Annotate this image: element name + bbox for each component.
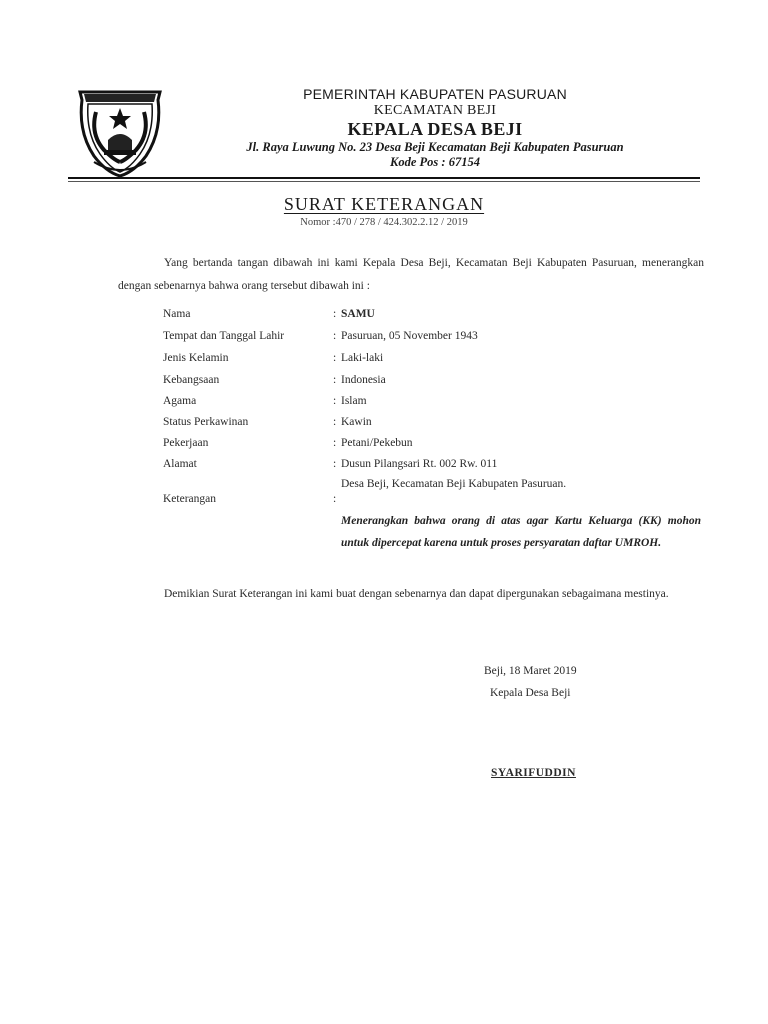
regency-emblem-icon <box>74 82 166 178</box>
field-colon: : <box>333 308 337 320</box>
field-colon: : <box>333 416 337 428</box>
field-row-occupation <box>163 437 708 457</box>
field-value: Dusun Pilangsari Rt. 002 Rw. 011 <box>341 458 498 470</box>
signature-place-date: Beji, 18 Maret 2019 <box>484 665 577 677</box>
district-name: KECAMATAN BEJI <box>373 103 497 118</box>
field-row-nationality <box>163 374 708 394</box>
field-value: Desa Beji, Kecamatan Beji Kabupaten Pasuruan. <box>341 478 567 490</box>
field-row-address <box>163 458 708 478</box>
field-row-gender <box>163 352 708 372</box>
field-label: Keterangan <box>163 493 216 505</box>
letter-title: SURAT KETERANGAN <box>283 194 485 214</box>
field-label: Jenis Kelamin <box>163 352 229 364</box>
field-row-marital <box>163 416 708 436</box>
field-value: Pasuruan, 05 November 1943 <box>341 330 478 342</box>
opening-paragraph: Yang bertanda tangan dibawah ini kami Kepala Desa Beji, Kecamatan Beji Kabupaten Pasuruan, menerangkan dengan sebenarnya bahwa orang tersebut dibawah ini : <box>118 257 704 292</box>
field-colon: : <box>333 395 337 407</box>
letter-title-block <box>0 194 768 228</box>
field-colon: : <box>333 458 337 470</box>
field-row-nama <box>163 308 708 328</box>
office-address: Jl. Raya Luwung No. 23 Desa Beji Kecamatan Beji Kabupaten Pasuruan <box>246 140 624 154</box>
field-label: Kebangsaan <box>163 374 220 386</box>
field-row-ttl <box>163 330 708 350</box>
closing-paragraph: Demikian Surat Keterangan ini kami buat dengan sebenarnya dan dapat dipergunakan sebagaimana mestinya. <box>164 588 669 600</box>
field-label: Pekerjaan <box>163 437 209 449</box>
field-value: Islam <box>341 395 367 407</box>
field-label: Status Perkawinan <box>163 416 249 428</box>
field-row-religion <box>163 395 708 415</box>
field-colon: : <box>333 437 337 449</box>
government-name: PEMERINTAH KABUPATEN PASURUAN <box>303 86 567 102</box>
signatory-name: SYARIFUDDIN <box>491 767 576 779</box>
field-colon: : <box>333 352 337 364</box>
signature-position: Kepala Desa Beji <box>490 687 571 699</box>
field-value: Kawin <box>341 416 372 428</box>
field-label: Tempat dan Tanggal Lahir <box>163 330 285 342</box>
postal-code: Kode Pos : 67154 <box>390 155 480 169</box>
field-value: Indonesia <box>341 374 386 386</box>
field-label: Nama <box>163 308 191 320</box>
field-value: Laki-laki <box>341 352 384 364</box>
field-colon: : <box>333 374 337 386</box>
field-value: Petani/Pekebun <box>341 437 413 449</box>
field-colon: : <box>333 493 337 505</box>
letterhead-divider-thin <box>68 181 700 182</box>
field-colon: : <box>333 330 337 342</box>
letterhead <box>170 86 700 170</box>
field-label: Agama <box>163 395 197 407</box>
office-name: KEPALA DESA BEJI <box>347 119 523 139</box>
letterhead-divider <box>68 177 700 179</box>
keterangan-text: Menerangkan bahwa orang di atas agar Kartu Keluarga (KK) mohon untuk dipercepat karena untuk proses persyaratan daftar UMROH. <box>341 515 701 549</box>
letter-number: Nomor :470 / 278 / 424.302.2.12 / 2019 <box>300 217 468 228</box>
field-label: Alamat <box>163 458 197 470</box>
field-value: SAMU <box>341 308 375 320</box>
